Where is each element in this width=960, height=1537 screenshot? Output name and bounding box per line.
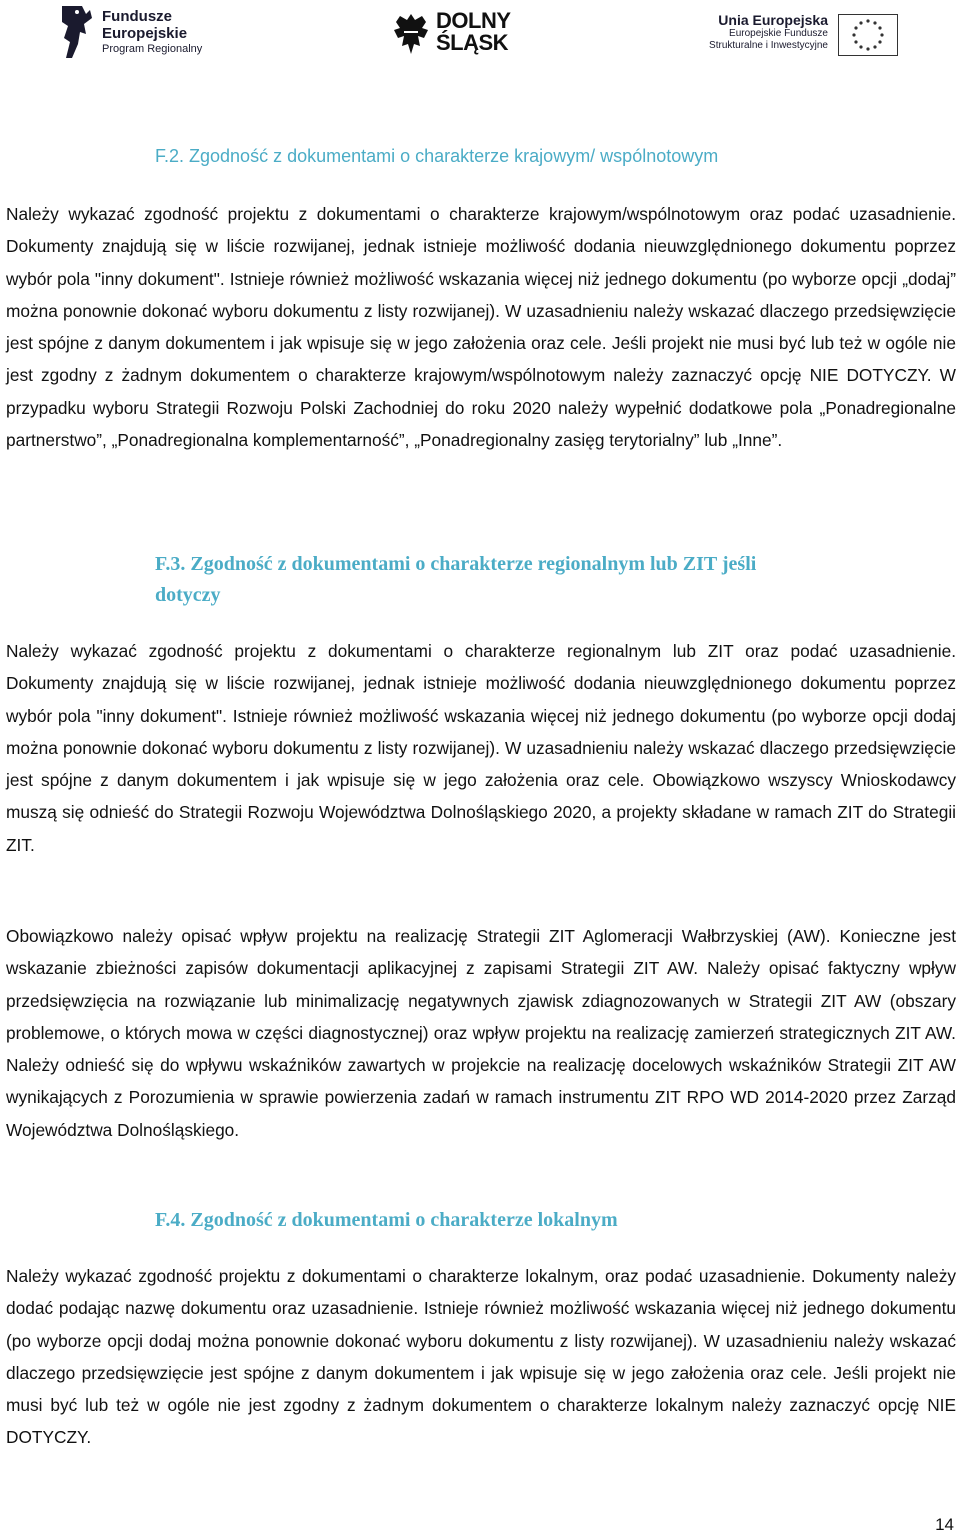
section-f3-heading-line1: F.3. Zgodność z dokumentami o charakterze regionalnym lub ZIT jeśli <box>155 553 757 575</box>
page-number: 14 <box>935 1515 954 1534</box>
fundusze-europejskie-mark-icon <box>60 4 94 60</box>
fundusze-label: Fundusze <box>102 8 172 25</box>
dolny-label: DOLNY <box>436 8 511 33</box>
slask-label: ŚLĄSK <box>436 30 509 55</box>
unia-europejska-logo <box>708 12 898 60</box>
section-f3-body-1: Należy wykazać zgodność projektu z dokumentami o charakterze regionalnym lub ZIT oraz podać uzasadnienie. Dokumenty znajdują się w liście rozwijanej, jednak istnieje możliwość dodania nieuwzględnionego dokumentu poprzez wybór pola "inny dokument". Istnieje również możliwość wskazania więcej niż jednego dokumentu (po wyborze opcji dodaj można ponownie dokonać wyboru dokumentu z listy rozwijanej). W uzasadnieniu należy wskazać dlaczego przedsięwzięcie jest spójne z danym dokumentem i jak wpisuje się w jego założenia oraz cele. Obowiązkowo wszyscy Wnioskodawcy muszą się odnieść do Strategii Rozwoju Województwa Dolnośląskiego 2020, a projekty składane w ramach ZIT do Strategii ZIT. <box>6 641 956 855</box>
strukturalne-label: Strukturalne i Inwestycyjne <box>709 40 828 51</box>
header-logos <box>0 0 960 70</box>
unia-europejska-label: Unia Europejska <box>718 12 828 28</box>
section-f2-body: Należy wykazać zgodność projektu z dokumentami o charakterze krajowym/wspólnotowym oraz podać uzasadnienie. Dokumenty znajdują się w liście rozwijanej, jednak istnieje możliwość dodania nieuwzględnionego dokumentu poprzez wybór pola "inny dokument". Istnieje również możliwość wskazania więcej niż jednego dokumentu (po wyborze opcji „dodaj” można ponownie dokonać wyboru dokumentu z listy rozwijanej). W uzasadnieniu należy wskazać dlaczego przedsięwzięcie jest spójne z danym dokumentem i jak wpisuje się w jego założenia oraz cele. Jeśli projekt nie musi być lub też w ogóle nie jest zgodny z żadnym dokumentem o charakterze krajowym/wspólnotowym należy zaznaczyć opcję NIE DOTYCZY. W przypadku wyboru Strategii Rozwoju Polski Zachodniej do roku 2020 należy wypełnić dodatkowe pola „Ponadregionalne partnerstwo”, „Ponadregionalna komplementarność”, „Ponadregionalny zasięg terytorialny” lub „Inne”. <box>6 204 956 451</box>
eu-flag-icon <box>838 14 898 56</box>
eagle-emblem-icon <box>392 12 430 56</box>
section-f4-heading: F.4. Zgodność z dokumentami o charakterze lokalnym <box>155 1209 618 1231</box>
section-f4-body: Należy wykazać zgodność projektu z dokumentami o charakterze lokalnym, oraz podać uzasadnienie. Dokumenty należy dodać podając nazwę dokumentu oraz uzasadnienie. Istnieje również możliwość wskazania więcej niż jednego dokumentu (po wyborze opcji dodaj można ponownie dokonać wyboru dokumentu z listy rozwijanej). W uzasadnieniu należy wskazać dlaczego przedsięwzięcie jest spójne z danym dokumentem i jak wpisuje się w jego założenia oraz cele. Jeśli projekt nie musi być lub też w ogóle nie jest zgodny z żadnym dokumentem o charakterze lokalnym należy zaznaczyć opcję NIE DOTYCZY. <box>6 1266 956 1448</box>
section-f2-heading: F.2. Zgodność z dokumentami o charakterze krajowym/ wspólnotowym <box>155 146 719 166</box>
fundusze-europejskie-logo <box>60 4 220 62</box>
dolny-slask-logo <box>392 8 532 60</box>
section-f3-heading <box>155 549 915 611</box>
europejskie-fundusze-label: Europejskie Fundusze <box>729 28 828 39</box>
section-f3-body-2: Obowiązkowo należy opisać wpływ projektu na realizację Strategii ZIT Aglomeracji Wałbrzyskiej (AW). Konieczne jest wskazanie zbieżności zapisów dokumentacji aplikacyjnej z zapisami Strategii ZIT AW. Należy opisać faktyczny wpływ przedsięwzięcia na rozwiązanie lub minimalizację negatywnych zjawisk zdiagnozowanych w Strategii ZIT AW (obszary problemowe, o których mowa w części diagnostycznej) oraz wpływ projektu na realizację zamierzeń strategicznych ZIT AW. Należy odnieść się do wpływu wskaźników zawartych w projekcie na realizację docelowych wskaźników Strategii ZIT AW wynikających z Porozumienia w sprawie powierzenia zadań w ramach instrumentu ZIT RPO WD 2014-2020 przez Zarząd Województwa Dolnośląskiego. <box>6 926 956 1140</box>
europejskie-label: Europejskie <box>102 25 188 42</box>
program-regionalny-label: Program Regionalny <box>102 43 203 55</box>
section-f3-heading-line2: dotyczy <box>155 584 221 606</box>
